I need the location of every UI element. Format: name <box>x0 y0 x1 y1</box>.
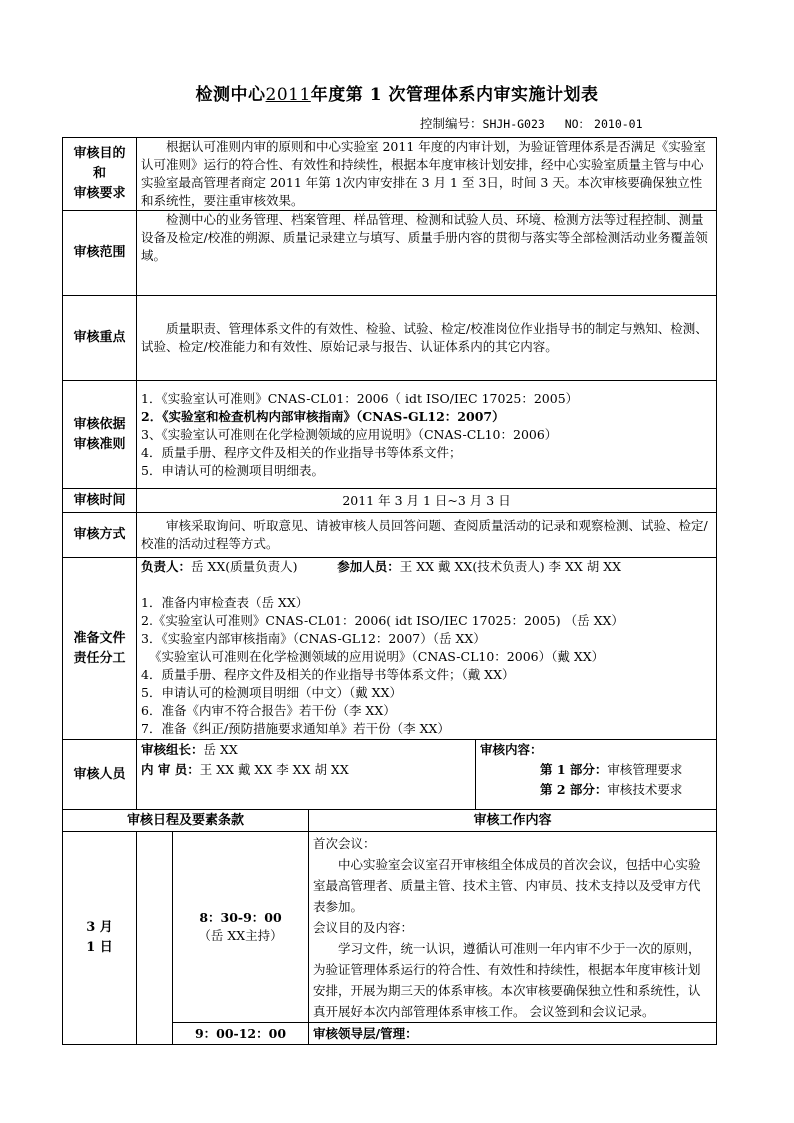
row-criteria <box>63 381 717 489</box>
prep-item: 3．《实验室内部审核指南》（CNAS-GL12：2007）（岳 XX） <box>141 631 486 646</box>
label-method: 审核方式 <box>63 513 137 558</box>
row-prep <box>63 558 717 740</box>
auditors-members: 审核组长：岳 XX 内 审 员：王 XX 戴 XX 李 XX 胡 XX <box>137 740 476 810</box>
label-scope: 审核范围 <box>63 211 137 296</box>
title-year: 2011 <box>265 85 311 105</box>
audit-plan-table <box>62 137 717 1045</box>
row-method <box>63 513 717 558</box>
day1-slot1-time: 8：30-9：00 （岳 XX主持） <box>173 832 309 1023</box>
label-time: 审核时间 <box>63 489 137 513</box>
prep-item: 6．准备《内审不符合报告》若干份（李 XX） <box>141 703 396 718</box>
scope-text: 检测中心的业务管理、档案管理、样品管理、检测和试验人员、环境、检测方法等过程控制、测量设备及检定/校准的朔源、质量记录建立与填写、质量手册内容的贯彻与落实等全部检测活动业务覆盖领域。 <box>137 211 717 296</box>
prep-content: 负责人：岳 XX(质量负责人) 参加人员：王 XX 戴 XX(技术负责人) 李 XX 胡 XX 1．准备内审检查表（岳 XX） 2.《实验室认可准则》CNAS-CL01：2006( idt ISO/IEC 17025：2005) （岳 XX） 3．《实验室内部审核指南》（CNAS-GL12：2007）（岳 XX） 《实验室认可准则在化学检测领域的应用说明》（CNAS-CL10：2006）（戴 XX） 4．质量手册、程序文件及相关的作业指导书等体系文件；（戴 XX） 5．申请认可的检测项目明细（中文）（戴 XX） 6．准备《内审不符合报告》若干份（李 XX） 7．准备《纠正/预防措施要求通知单》若干份（李 XX） <box>137 558 717 740</box>
row-objective <box>63 138 717 211</box>
prep-lead: 岳 XX(质量负责人) <box>191 559 298 574</box>
title-prefix: 检测中心 <box>195 85 266 105</box>
document-title <box>0 80 794 105</box>
row-schedule-header <box>63 810 717 832</box>
prep-item: 5．申请认可的检测项目明细（中文）（戴 XX） <box>141 685 402 700</box>
prep-item: 7．准备《纠正/预防措施要求通知单》若干份（李 XX） <box>141 721 450 736</box>
day1-slot2-title: 审核领导层/管理： <box>309 1023 717 1045</box>
row-day1-slot1 <box>63 832 717 1023</box>
opening-meeting-title: 首次会议： <box>313 836 376 851</box>
schedule-header-left: 审核日程及要素条款 <box>63 810 309 832</box>
prep-item: 1．准备内审检查表（岳 XX） <box>141 595 309 610</box>
method-text: 审核采取询问、听取意见、请被审核人员回答问题、查阅质量活动的记录和观察检测、试验、检定/校准的活动过程等方式。 <box>137 513 717 558</box>
criteria-item: 5．申请认可的检测项目明细表。 <box>141 462 324 478</box>
schedule-header-right: 审核工作内容 <box>309 810 717 832</box>
label-prep: 准备文件 责任分工 <box>63 558 137 740</box>
criteria-item: 2．《实验室和检查机构内部审核指南》（CNAS-GL12：2007） <box>141 408 505 424</box>
row-focus <box>63 296 717 381</box>
criteria-item: 1．《实验室认可准则》CNAS-CL01：2006（ idt ISO/IEC 17025：2005） <box>141 390 579 406</box>
row-auditors <box>63 740 717 810</box>
objective-text: 根据认可准则内审的原则和中心实验室 2011 年度的内审计划，为验证管理体系是否满足《实验室认可准则》运行的符合性、有效性和持续性，根据本年度审核计划安排，经中心实验室质量主管与中心实验室最高管理者商定 2011 年第 1次内审安排在 3 月 1 至 3日，时间 3 天。本次审核要确保独立性和系统性，要注重审核效果。 <box>137 138 717 211</box>
audit-part-1: 审核管理要求 <box>607 762 683 777</box>
label-objective: 审核目的 和 审核要求 <box>63 138 137 211</box>
internal-auditors: 王 XX 戴 XX 李 XX 胡 XX <box>199 762 349 777</box>
label-auditors: 审核人员 <box>63 740 137 810</box>
prep-item: 《实验室认可准则在化学检测领域的应用说明》（CNAS-CL10：2006）（戴 XX） <box>149 649 605 664</box>
audit-part-2: 审核技术要求 <box>607 782 683 797</box>
audit-content: 审核内容： 第 1 部分：审核管理要求 第 2 部分：审核技术要求 <box>476 740 717 810</box>
day1-slot2-time: 9：00-12：00 <box>173 1023 309 1045</box>
criteria-list <box>137 381 717 489</box>
prep-members: 王 XX 戴 XX(技术负责人) 李 XX 胡 XX <box>399 559 622 574</box>
focus-text: 质量职责、管理体系文件的有效性、检验、试验、检定/校准岗位作业指导书的制定与熟知、检测、试验、检定/校准能力和有效性、原始记录与报告、认证体系内的其它内容。 <box>137 296 717 381</box>
audit-leader: 岳 XX <box>203 742 238 757</box>
label-focus: 审核重点 <box>63 296 137 381</box>
prep-item: 4．质量手册、程序文件及相关的作业指导书等体系文件；（戴 XX） <box>141 667 515 682</box>
prep-item: 2.《实验室认可准则》CNAS-CL01：2006( idt ISO/IEC 17025：2005) （岳 XX） <box>141 613 624 628</box>
time-value: 2011 年 3 月 1 日~3 月 3 日 <box>137 489 717 513</box>
criteria-item: 3、《实验室认可准则在化学检测领域的应用说明》（CNAS-CL10：2006） <box>141 426 558 442</box>
criteria-item: 4．质量手册、程序文件及相关的作业指导书等体系文件； <box>141 444 462 460</box>
title-suffix: 年度第 1 次管理体系内审实施计划表 <box>310 85 599 105</box>
row-scope <box>63 211 717 296</box>
label-criteria: 审核依据 审核准则 <box>63 381 137 489</box>
day1-date: 3 月 1 日 <box>63 832 137 1045</box>
day1-spacer <box>137 832 173 1045</box>
control-number: 控制编号：SHJH-G023 NO： 2010-01 <box>420 116 643 131</box>
day1-slot1-content: 首次会议： 中心实验室会议室召开审核组全体成员的首次会议，包括中心实验室最高管理者、质量主管、技术主管、内审员、技术支持以及受审方代表参加。 会议目的及内容： 学习文件，统一认识，遵循认可准则一年内审不少于一次的原则，为验证管理体系运行的符合性、有效性和持续性，根据本年度审核计划安排，开展为期三天的体系审核。本次审核要确保独立性和系统性，认真开展好本次内部管理体系审核工作。 会议签到和会议记录。 <box>309 832 717 1023</box>
row-time <box>63 489 717 513</box>
